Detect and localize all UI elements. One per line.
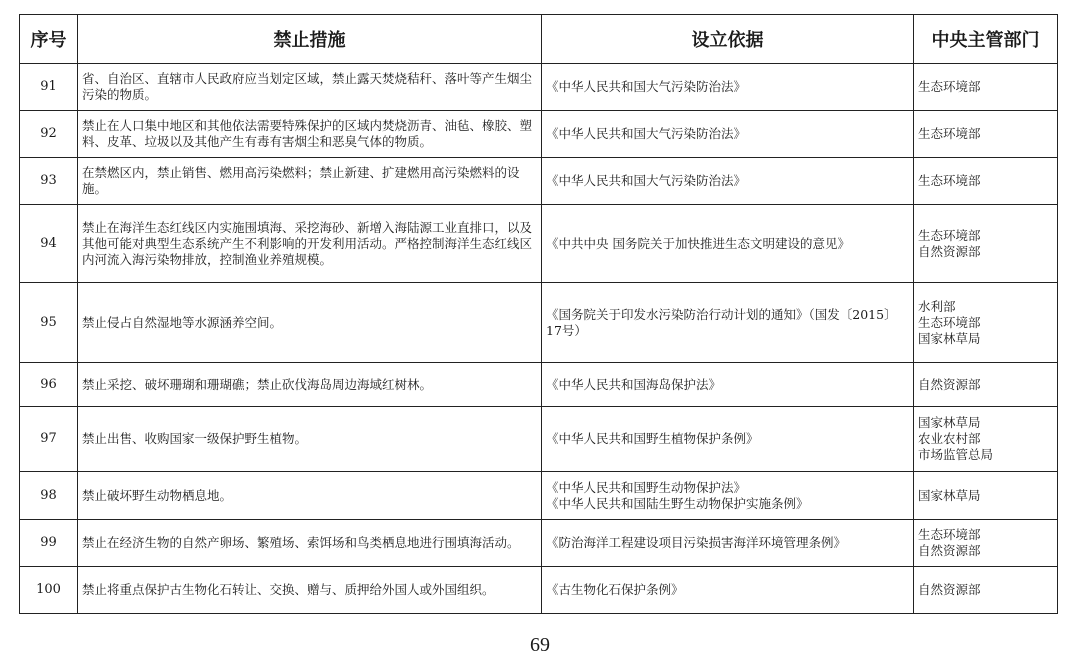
row-number: 92 — [20, 111, 78, 158]
measure-cell: 禁止在海洋生态红线区内实施围填海、采挖海砂、新增入海陆源工业直排口，以及其他可能对典型生态系统产生不利影响的开发利用活动。严格控制海洋生态红线区内河流入海污染物排放，控制渔业养殖规模。 — [78, 205, 542, 283]
header-basis: 设立依据 — [542, 15, 914, 64]
table-row — [20, 472, 1058, 520]
page-number: 69 — [530, 634, 550, 656]
measure-cell: 禁止将重点保护古生物化石转让、交换、赠与、质押给外国人或外国组织。 — [78, 567, 542, 614]
row-number: 95 — [20, 283, 78, 363]
table-row — [20, 158, 1058, 205]
table-row — [20, 205, 1058, 283]
dept-cell: 生态环境部 自然资源部 — [914, 205, 1058, 283]
header-measure: 禁止措施 — [78, 15, 542, 64]
basis-cell: 《中华人民共和国大气污染防治法》 — [542, 158, 914, 205]
row-number: 97 — [20, 407, 78, 472]
basis-cell: 《中华人民共和国大气污染防治法》 — [542, 111, 914, 158]
row-number: 94 — [20, 205, 78, 283]
basis-cell: 《中华人民共和国大气污染防治法》 — [542, 64, 914, 111]
measure-cell: 禁止破坏野生动物栖息地。 — [78, 472, 542, 520]
dept-cell: 自然资源部 — [914, 363, 1058, 407]
measure-cell: 在禁燃区内，禁止销售、燃用高污染燃料；禁止新建、扩建燃用高污染燃料的设施。 — [78, 158, 542, 205]
basis-cell: 《中华人民共和国野生动物保护法》 《中华人民共和国陆生野生动物保护实施条例》 — [542, 472, 914, 520]
measure-cell: 禁止出售、收购国家一级保护野生植物。 — [78, 407, 542, 472]
basis-cell: 《防治海洋工程建设项目污染损害海洋环境管理条例》 — [542, 520, 914, 567]
basis-cell: 《中共中央 国务院关于加快推进生态文明建设的意见》 — [542, 205, 914, 283]
header-dept: 中央主管部门 — [914, 15, 1058, 64]
measure-cell: 省、自治区、直辖市人民政府应当划定区域，禁止露天焚烧秸秆、落叶等产生烟尘污染的物质。 — [78, 64, 542, 111]
table-row — [20, 283, 1058, 363]
basis-cell: 《古生物化石保护条例》 — [542, 567, 914, 614]
table-header-row — [20, 15, 1058, 64]
dept-cell: 国家林草局 — [914, 472, 1058, 520]
row-number: 96 — [20, 363, 78, 407]
dept-cell: 生态环境部 — [914, 158, 1058, 205]
header-no: 序号 — [20, 15, 78, 64]
dept-cell: 生态环境部 — [914, 64, 1058, 111]
row-number: 93 — [20, 158, 78, 205]
dept-cell: 生态环境部 — [914, 111, 1058, 158]
dept-cell: 生态环境部 自然资源部 — [914, 520, 1058, 567]
measure-cell: 禁止在人口集中地区和其他依法需要特殊保护的区域内焚烧沥青、油毡、橡胶、塑料、皮革、垃圾以及其他产生有毒有害烟尘和恶臭气体的物质。 — [78, 111, 542, 158]
dept-cell: 自然资源部 — [914, 567, 1058, 614]
table-row — [20, 64, 1058, 111]
regulation-table — [19, 14, 1058, 614]
measure-cell: 禁止采挖、破坏珊瑚和珊瑚礁；禁止砍伐海岛周边海域红树林。 — [78, 363, 542, 407]
table-row — [20, 567, 1058, 614]
row-number: 91 — [20, 64, 78, 111]
table-row — [20, 407, 1058, 472]
basis-cell: 《中华人民共和国野生植物保护条例》 — [542, 407, 914, 472]
measure-cell: 禁止在经济生物的自然产卵场、繁殖场、索饵场和鸟类栖息地进行围填海活动。 — [78, 520, 542, 567]
table-row — [20, 363, 1058, 407]
measure-cell: 禁止侵占自然湿地等水源涵养空间。 — [78, 283, 542, 363]
basis-cell: 《国务院关于印发水污染防治行动计划的通知》（国发〔2015〕17号） — [542, 283, 914, 363]
row-number: 100 — [20, 567, 78, 614]
table-row — [20, 520, 1058, 567]
row-number: 98 — [20, 472, 78, 520]
dept-cell: 国家林草局 农业农村部 市场监管总局 — [914, 407, 1058, 472]
basis-cell: 《中华人民共和国海岛保护法》 — [542, 363, 914, 407]
row-number: 99 — [20, 520, 78, 567]
dept-cell: 水利部 生态环境部 国家林草局 — [914, 283, 1058, 363]
table-row — [20, 111, 1058, 158]
